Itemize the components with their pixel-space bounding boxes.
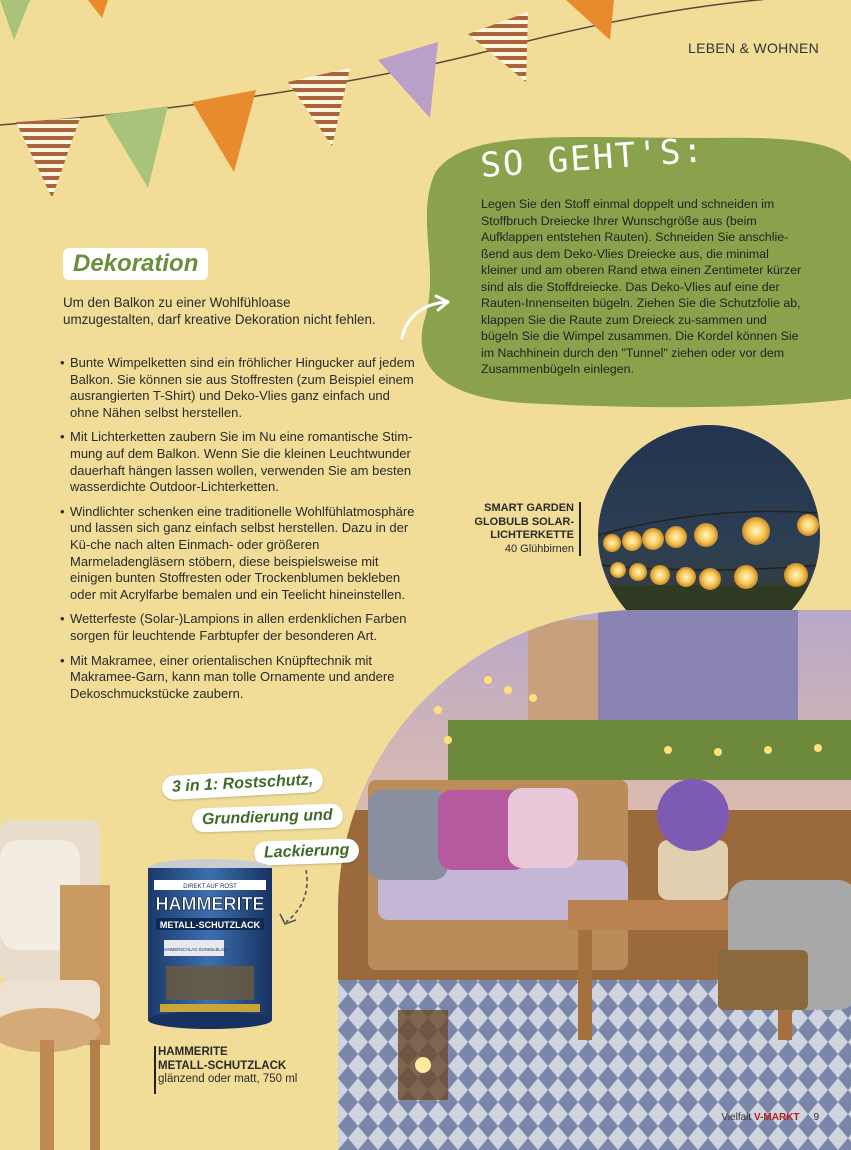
- pennant-flag: [378, 42, 438, 118]
- lichterkette-caption: [430, 502, 574, 556]
- feature-badge: Lackierung: [254, 838, 360, 866]
- svg-text:DIREKT AUF ROST: DIREKT AUF ROST: [183, 884, 237, 890]
- feature-badge: 3 in 1: Rostschutz,: [161, 768, 323, 800]
- hammerite-caption: [158, 1046, 297, 1087]
- list-item: • Bunte Wimpelketten sind ein fröhlicher Hingucker auf jedem Balkon. Sie können sie aus Stoffresten (zum Beispiel einem ausrangierten T-Shirt) und Deko-Vlies ganz einfach und ohne Nähen selbst herstellen.: [60, 355, 420, 421]
- section-label: LEBEN & WOHNEN: [688, 40, 819, 56]
- dekoration-list: [60, 355, 420, 710]
- product-name: HAMMERITE: [158, 1046, 228, 1058]
- hammerite-can-photo: [146, 858, 274, 1030]
- product-detail: glänzend oder matt, 750 ml: [158, 1073, 298, 1085]
- svg-text:METALL-SCHUTZLACK: METALL-SCHUTZLACK: [159, 920, 261, 930]
- caption-bar: [154, 1046, 156, 1094]
- list-item: • Mit Makramee, einer orientalischen Knüpftechnik mit Makramee-Garn, kann man tolle Ornamente und andere Dekoschmuckstücke zaubern.: [60, 653, 420, 703]
- howto-text: Legen Sie den Stoff einmal doppelt und schneiden im Stoffbruch Dreiecke Ihrer Wunschgröße aus (beim Aufklappen entstehen Rauten). Schneiden Sie anschlie-ßend aus dem Deko-Vlies Dreiecke aus, die minimal kleiner und am oberen Rand etwa einen Zentimeter kürzer sind als die Stoffdreiecke. Das Deko-Vlies auf eine der Rauten-Innenseiten bügeln. Ziehen Sie die Schutzfolie ab, klappen Sie die Raute zum Dreieck zu-sammen und bügeln Sie die Wimpel zusammen. Die Kordel können Sie im Nachhinein durch den "Tunnel" ziehen oder vor dem Zusammenbügeln einlegen.: [481, 197, 802, 376]
- footer-brand-prefix: Vielfalt: [721, 1112, 752, 1123]
- list-item: • Wetterfeste (Solar-)Lampions in allen erdenklichen Farben sorgen für leuchtende Farbtupfer der besonderen Art.: [60, 611, 420, 644]
- dekoration-heading: Dekoration: [63, 248, 208, 280]
- product-name: GLOBULB SOLAR-: [474, 515, 574, 528]
- pennant-flag: [88, 0, 108, 18]
- howto-title: SO GEHT'S:: [479, 130, 707, 186]
- list-item: • Mit Lichterketten zaubern Sie im Nu eine romantische Stim-mung auf dem Balkon. Wenn Sie die kleinen Leuchtwunder dauerhaft hängen lassen wollen, verwenden Sie am besten wasserdichte Outdoor-Lichterketten.: [60, 429, 420, 495]
- pennant-flag: [104, 106, 168, 188]
- product-name: SMART GARDEN: [484, 502, 574, 514]
- list-item: • Windlichter schenken eine traditionelle Wohlfühlatmosphäre und lassen sich ganz einfach selbst herstellen. Dazu in der Kü-che nach alten Einmach- oder größeren Marmeladengläsern stöbern, diese beispielsweise mit einigen bunten Stoffresten oder Trockenblumen bekleben oder mit Acrylfarbe bemalen und ein Teelicht hineinstellen.: [60, 504, 420, 604]
- product-name: LICHTERKETTE: [490, 529, 574, 541]
- pennant-flag: [192, 90, 256, 172]
- product-detail: 40 Glühbirnen: [504, 542, 574, 555]
- pennant-flag: [16, 118, 80, 198]
- caption-bar: [579, 502, 581, 556]
- pennant-flag: [0, 0, 30, 40]
- pennant-flag: [288, 68, 350, 146]
- feature-badge: Grundierung und: [192, 803, 343, 832]
- product-name: METALL-SCHUTZLACK: [158, 1059, 287, 1072]
- dashed-arrow-icon: [276, 866, 316, 930]
- page-number: 9: [813, 1112, 819, 1123]
- page-footer: [721, 1112, 819, 1123]
- pennant-flag: [566, 0, 614, 40]
- svg-text:HAMMERSCHLAG DUNKELBLAU: HAMMERSCHLAG DUNKELBLAU: [161, 947, 227, 952]
- footer-brand: V-MARKT: [753, 1112, 800, 1123]
- dekoration-intro: Um den Balkon zu einer Wohlfühloase umzugestalten, darf kreative Dekoration nicht fehlen.: [63, 295, 376, 327]
- curved-arrow-icon: [396, 294, 454, 342]
- garden-chair-photo: [0, 810, 120, 1150]
- can-brand: HAMMERITE: [155, 894, 265, 914]
- pennant-flag: [468, 12, 528, 82]
